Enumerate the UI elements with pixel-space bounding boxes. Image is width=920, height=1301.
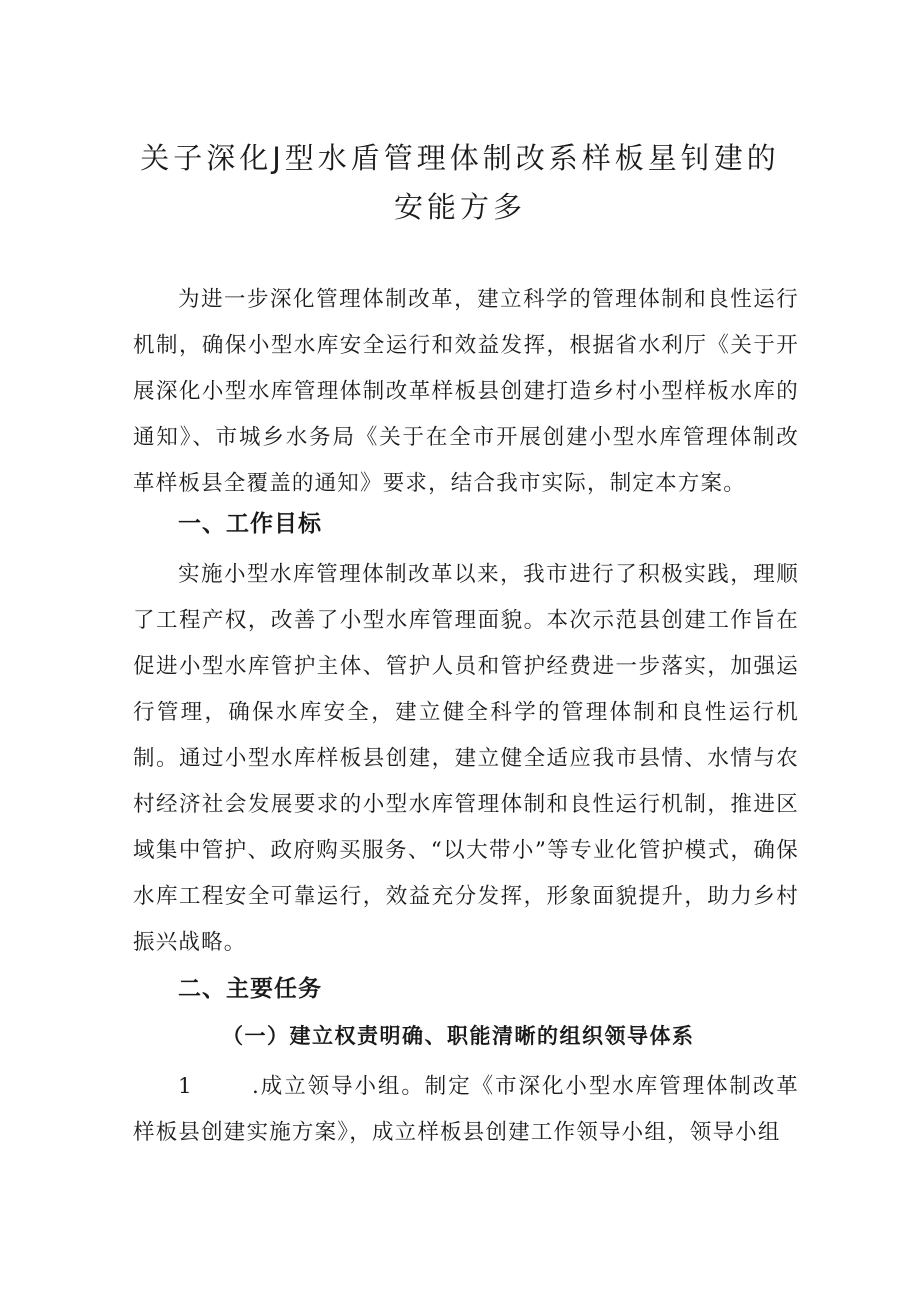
document-title-line-1: 关子深化J型水盾管理体制改系样板星钊建的 (140, 141, 780, 175)
item-1-number: 1 (178, 1074, 193, 1099)
document-title-line-2: 安能方多 (393, 190, 526, 224)
section-heading-tasks: 二、主要任务 (178, 976, 322, 1002)
item-1-paragraph (133, 1064, 799, 1156)
intro-paragraph: 为进一步深化管理体制改革，建立科学的管理体制和良性运行机制，确保小型水库安全运行和效益发挥，根据省水利厅《关于开展深化小型水库管理体制改革样板县创建打造乡村小型样板水库的通知》、市城乡水务局《关于在全市开展创建小型水库管理体制改革样板县全覆盖的通知》要求，结合我市实际，制定本方案。 (133, 287, 799, 496)
subsection-heading-organization: （一）建立权责明确、职能清晰的组织领导体系 (222, 1023, 695, 1048)
goals-paragraph: 实施小型水库管理体制改革以来，我市进行了积极实践，理顺了工程产权，改善了小型水库管理面貌。本次示范县创建工作旨在促进小型水库管护主体、管护人员和管护经费进一步落实，加强运行管理，确保水库安全，建立健全科学的管理体制和良性运行机制。通过小型水库样板县创建，建立健全适应我市县情、水情与农村经济社会发展要求的小型水库管理体制和良性运行机制，推进区域集中管护、政府购买服务、“以大带小”等专业化管护模式，确保水库工程安全可靠运行，效益充分发挥，形象面貌提升，助力乡村振兴战略。 (133, 562, 799, 955)
section-heading-goals: 一、工作目标 (178, 511, 322, 537)
item-1-text: .成立领导小组。制定《市深化小型水库管理体制改革样板县创建实施方案》，成立样板县创建工作领导小组，领导小组 (133, 1074, 799, 1145)
